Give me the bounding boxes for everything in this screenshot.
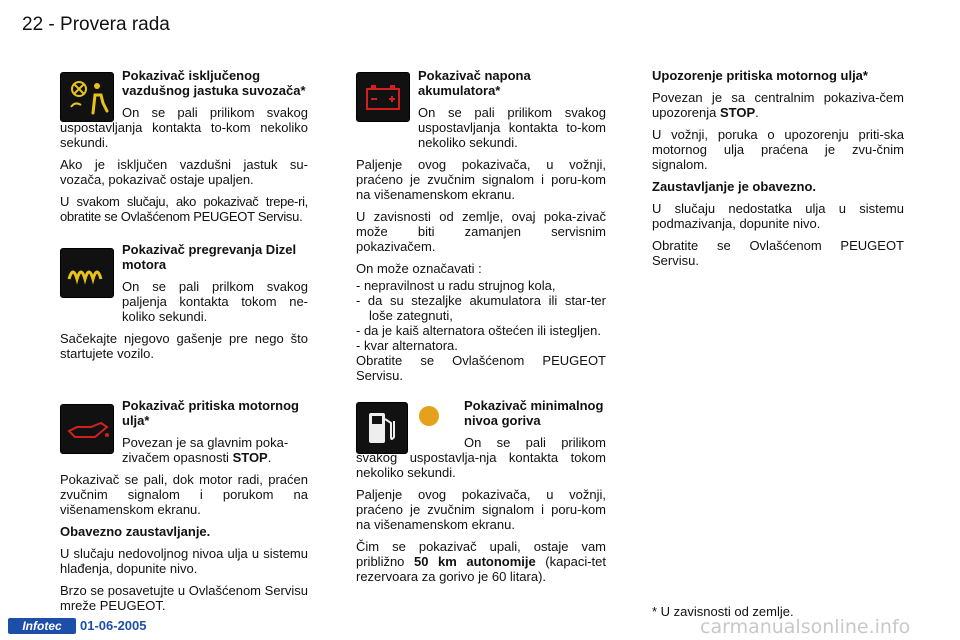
glow-heading: Pokazivač pregrevanja Dizel motora — [122, 242, 297, 272]
oil-p5: Brzo se posavetujte u Ovlašćenom Servisu mreže PEUGEOT. — [60, 583, 308, 613]
airbag-off-section — [60, 68, 308, 231]
list-item: - da je kaiš alternatora oštećen ili istegljen. — [356, 323, 601, 338]
fuel-section — [356, 398, 606, 591]
list-item: - kvar alternatora. — [356, 338, 458, 353]
glow-plug-section — [60, 242, 308, 368]
airbag-heading: Pokazivač isključenog vazdušnog jastuka suvozača* — [122, 68, 306, 98]
battery-p5: Obratite se Ovlašćenom PEUGEOT Servisu. — [356, 353, 606, 383]
oil-warning-p4: U slučaju nedostatka ulja u sistemu podmazivanja, dopunite nivo. — [652, 201, 904, 231]
glow-p2: Sačekajte njegovo gašenje pre nego što startujete vozilo. — [60, 331, 308, 361]
list-item: - nepravilnost u radu strujnog kola, — [356, 278, 556, 293]
fuel-heading: Pokazivač minimalnog nivoa goriva — [464, 398, 604, 428]
oil-warning-p3: Zaustavljanje je obavezno. — [652, 179, 816, 194]
fuel-p3: Čim se pokazivač upali, ostaje vam približno 50 km autonomije (kapaci-tet rezervoara za gorivo je 60 litara). — [356, 539, 606, 584]
oil-warning-section — [652, 68, 904, 275]
infotec-logo: Infotec — [8, 618, 76, 634]
watermark: carmanualsonline.info — [700, 616, 911, 638]
footer-date: 01-06-2005 — [80, 618, 147, 633]
battery-list — [356, 278, 606, 353]
oil-p1: Povezan je sa glavnim poka-zivačem opasnosti STOP. — [122, 435, 289, 465]
oil-warning-p1: Povezan je sa centralnim pokaziva-čem upozorenja STOP. — [652, 90, 904, 120]
header-separator: - — [43, 14, 61, 35]
glow-p1: On se pali prilkom svakog paljenja kontakta tokom ne-koliko sekundi. — [122, 279, 308, 324]
airbag-p2: Ako je isključen vazdušni jastuk su-vozača, pokazivač ostaje upaljen. — [60, 157, 308, 187]
oil-warning-p2: U vožnji, poruka o upozorenju priti-ska motornog ulja praćena je zvu-čnim signalom. — [652, 127, 904, 172]
battery-section — [356, 68, 606, 390]
fuel-p1: On se pali prilikom svakog uspostavlja-nja kontakta tokom nekoliko sekundi. — [356, 435, 606, 480]
fuel-p2: Paljenje ovog pokazivača, u vožnji, praćeno je zvučnim signalom i poru-kom na višenamenskom ekranu. — [356, 487, 606, 532]
battery-p4: On može označavati : — [356, 261, 482, 276]
battery-p1: On se pali prilikom svakog uspostavljanja kontakta to-kom nekoliko sekundi. — [418, 105, 606, 150]
airbag-p3: U svakom slučaju, ako pokazivač trepe-ri, obratite se Ovlašćenom PEUGEOT Servisu. — [60, 194, 308, 224]
page-number: 22 — [22, 14, 44, 35]
oil-warning-heading: Upozorenje pritiska motornog ulja* — [652, 68, 868, 83]
oil-p4: U slučaju nedovoljnog nivoa ulja u sistemu hlađenja, dopunite nivo. — [60, 546, 308, 576]
battery-p3: U zavisnosti od zemlje, ovaj poka-zivač može biti zamanjen servisnim pokazivačem. — [356, 209, 606, 254]
oil-p2: Pokazivač se pali, dok motor radi, praćen zvučnim signalom i porukom na višenamenskom ekranu. — [60, 472, 308, 517]
airbag-p1: On se pali prilikom svakog uspostavljanja kontakta to-kom nekoliko sekundi. — [60, 105, 308, 150]
page-header — [22, 14, 170, 36]
battery-p2: Paljenje ovog pokazivača, u vožnji, praćeno je zvučnim signalom i poru-kom na višenamenskom ekranu. — [356, 157, 606, 202]
oil-p3: Obavezno zaustavljanje. — [60, 524, 211, 539]
battery-heading: Pokazivač napona akumulatora* — [418, 68, 531, 98]
oil-pressure-section — [60, 398, 308, 620]
footnote: * U zavisnosti od zemlje. — [652, 604, 794, 619]
page-title: Provera rada — [60, 14, 170, 35]
oil-warning-p5: Obratite se Ovlašćenom PEUGEOT Servisu. — [652, 238, 904, 268]
oil-heading: Pokazivač pritiska motornog ulja* — [122, 398, 299, 428]
list-item: - da su stezaljke akumulatora ili star-ter loše zategnuti, — [356, 293, 606, 323]
